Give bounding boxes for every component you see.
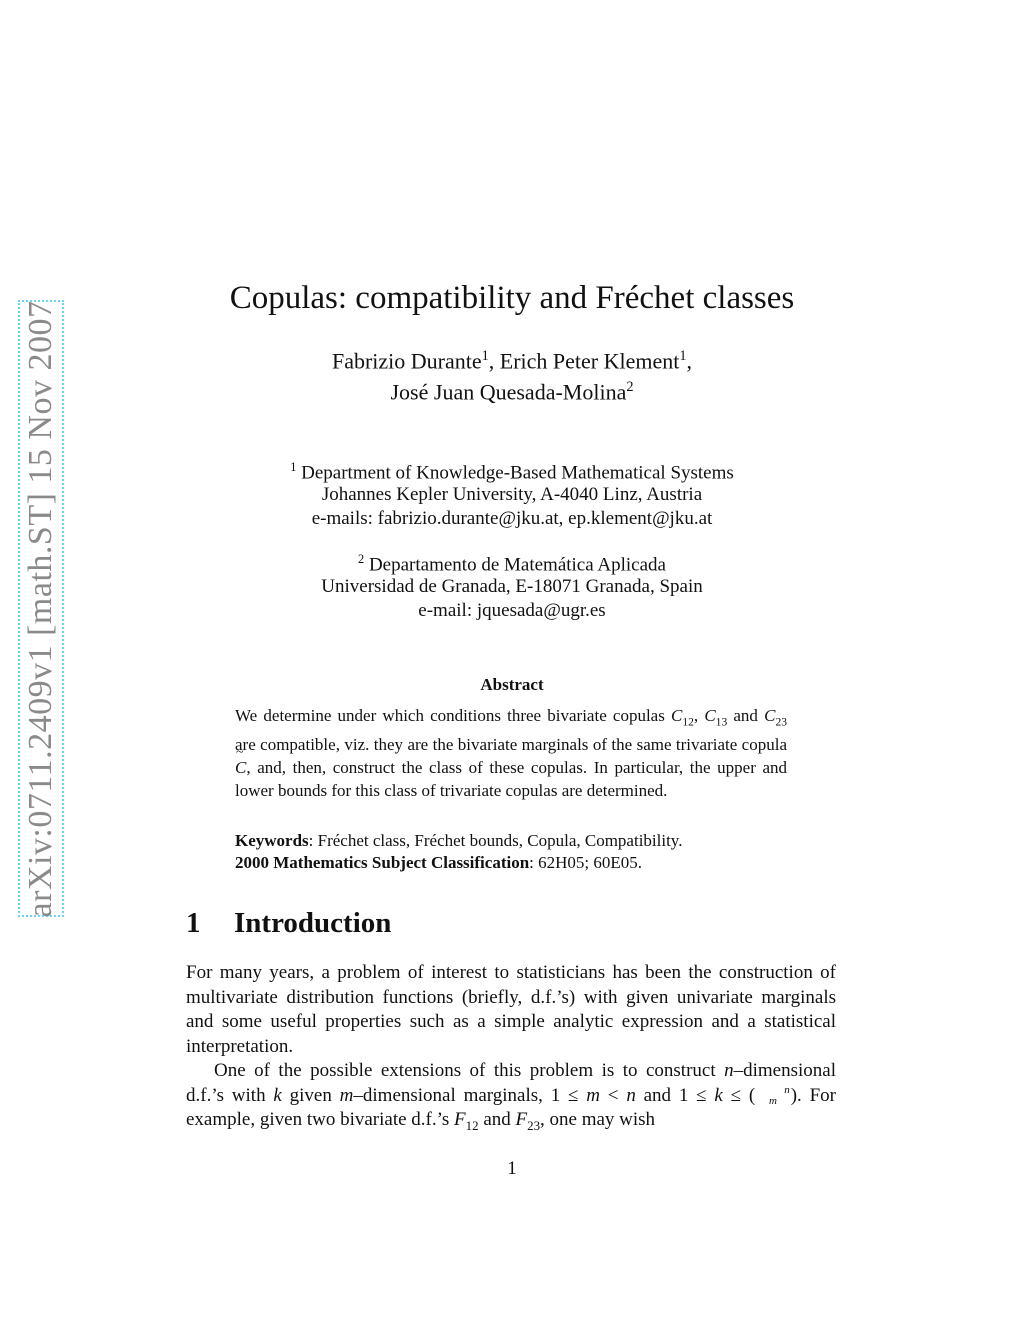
text: and 1 ≤ [635, 1084, 715, 1106]
page-number: 1 [507, 1158, 517, 1179]
text: and [727, 706, 765, 725]
text: –dimensional marginals, 1 ≤ [353, 1084, 587, 1106]
intro-paragraph-1: For many years, a problem of interest to statisticians has been the construction of multivariate distribution functions (briefly, d.f.’s) with given univariate marginals and some useful properties such as a simple analytic expression and a statistical interpretation. [186, 962, 836, 1057]
affiliation-2-email: e-mail: jquesada@ugr.es [418, 600, 606, 621]
text: ≤ [722, 1084, 749, 1106]
author-line-2 [0, 379, 1024, 405]
text: and [478, 1109, 516, 1130]
affiliation-1-line-1 [0, 460, 1024, 484]
paper-title: Copulas: compatibility and Fréchet classes [229, 280, 795, 316]
keywords-label: Keywords [235, 831, 309, 850]
author-name: Erich Peter Klement [499, 348, 680, 374]
abstract-heading: Abstract [480, 675, 544, 694]
author-name: Fabrizio Durante [331, 348, 482, 374]
section-heading [186, 907, 391, 940]
msc-line [235, 853, 795, 873]
text: . For example, given two bivariate d.f.’s [186, 1084, 836, 1130]
affiliation-mark: 1 [679, 348, 687, 364]
affiliation-mark: 1 [481, 348, 489, 364]
text: –dimensional d.f.’s with [186, 1060, 836, 1106]
msc-label: 2000 Mathematics Subject Classification [235, 853, 530, 872]
author-name: José Juan Quesada-Molina [390, 379, 627, 405]
affiliation-mark: 2 [358, 552, 365, 566]
keywords-line [235, 831, 795, 851]
keywords-text: : Fréchet class, Fréchet bounds, Copula, Compatibility. [308, 831, 683, 850]
text: are compatible, viz. they are the bivariate marginals of the same trivariate copula [235, 735, 787, 755]
section-number: 1 [186, 907, 201, 939]
section-title: Introduction [234, 907, 392, 939]
arxiv-identifier: arXiv:0711.2409v1 [math.ST] 15 Nov 2007 [22, 300, 59, 917]
separator: , [488, 348, 500, 374]
affiliation-2-line-2: Universidad de Granada, E-18071 Granada, Spain [321, 576, 703, 597]
abstract-body: We determine under which conditions three bivariate copulas $C_{12}$, $C_{13}$ and $C_{23}$ are compatible, viz. they are the bivariate marginals of the same trivariate copula ~ C, and, then, construct the class of these copulas. In particular, the upper and lower bounds for this class of trivariate copulas are determined. [235, 705, 787, 803]
affiliation-text: Department of Knowledge-Based Mathematical Systems [301, 462, 734, 484]
affiliation-text: Departamento de Matemática Aplicada [368, 554, 666, 576]
binomial-symbol: ( n m ) [748, 1084, 798, 1108]
affiliation-mark: 2 [626, 379, 634, 395]
intro-paragraph-2: One of the possible extensions of this problem is to construct n–dimensional d.f.’s with k given m–dimensional marginals, 1 ≤ m < n and 1 ≤ k ≤ ( n m ). For example, given two bivariate d.f.’s $F_{12}$ and $F_{23}$, one may wish [186, 1060, 836, 1133]
affiliation-1-emails: e-mails: fabrizio.durante@jku.at, ep.klement@jku.at [311, 508, 713, 529]
text: given [281, 1084, 340, 1106]
msc-text: : 62H05; 60E05. [529, 853, 643, 872]
text: , one may wish [540, 1109, 656, 1130]
affiliation-2-line-1 [0, 552, 1024, 576]
affiliation-1-line-2: Johannes Kepler University, A-4040 Linz, Austria [321, 484, 703, 505]
affiliation-mark: 1 [290, 460, 297, 474]
text: , [693, 706, 705, 725]
text: We determine under which conditions three bivariate copulas [235, 706, 672, 725]
separator: , [686, 348, 693, 374]
tilde-c-symbol: ~ C [235, 757, 246, 780]
text: One of the possible extensions of this problem is to construct [214, 1060, 725, 1081]
author-line-1 [0, 348, 1024, 374]
text: , and, then, construct the class of these copulas. In particular, the upper and lower bounds for this class of trivariate copulas are determined. [235, 757, 787, 800]
